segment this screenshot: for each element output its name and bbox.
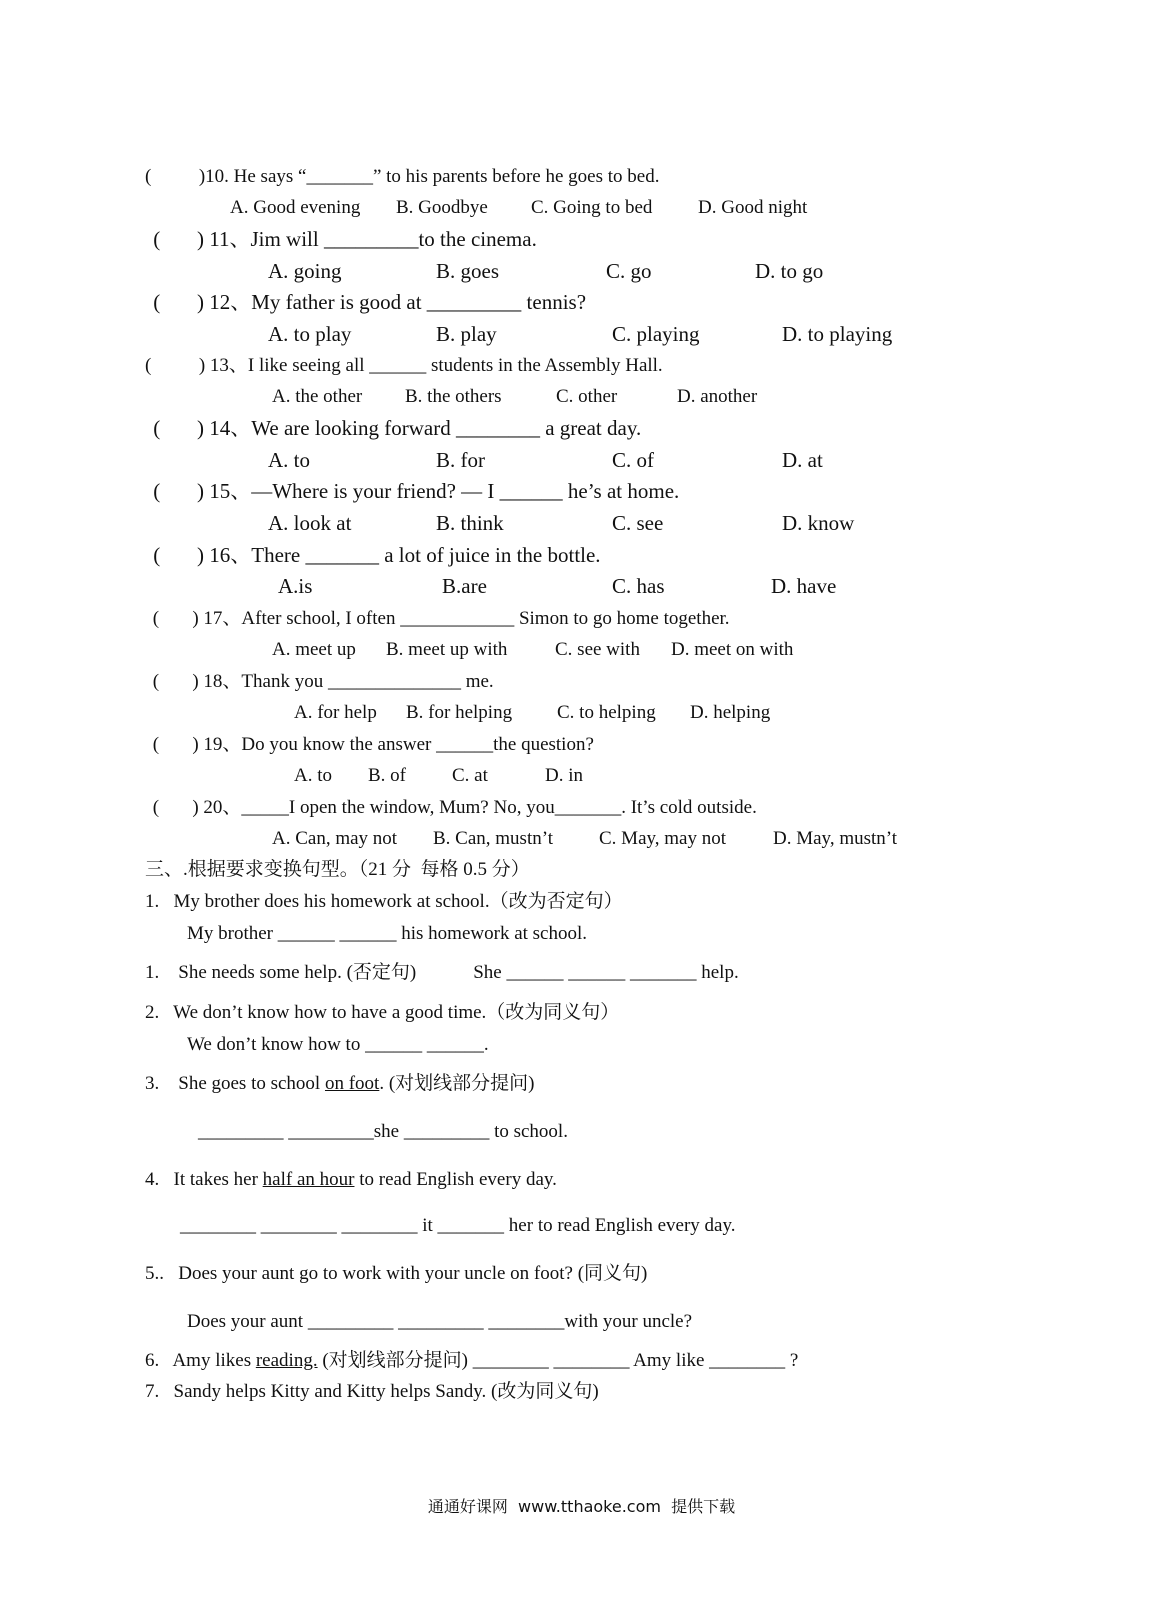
- transform-item-3-post: . (对划线部分提问): [379, 1073, 535, 1094]
- q16-option-a: A.is: [278, 574, 313, 598]
- q19-option-d: D. in: [545, 765, 583, 786]
- transform-item-4-post: to read English every day.: [354, 1169, 557, 1190]
- q19-option-a: A. to: [294, 765, 332, 786]
- transform-item-2-answer: We don’t know how to ______ ______.: [187, 1034, 489, 1055]
- transform-item-5: 5.. Does your aunt go to work with your uncle on foot? (同义句): [145, 1263, 648, 1284]
- q15-option-a: A. look at: [268, 511, 352, 535]
- page-footer: 通通好课网 www.tthaoke.com 提供下载: [427, 1497, 736, 1516]
- question-14-stem: ( ) 14、We are looking forward ________ a great day.: [148, 416, 642, 440]
- transform-item-3: [145, 1074, 534, 1093]
- q10-option-d: D. Good night: [698, 197, 808, 218]
- transform-item-3-pre: 3. She goes to school: [145, 1073, 325, 1094]
- q12-option-b: B. play: [436, 322, 497, 346]
- section-3-heading: 三、.根据要求变换句型。（21 分 每格 0.5 分）: [145, 859, 530, 880]
- q13-option-b: B. the others: [405, 386, 502, 407]
- question-11-stem: ( ) 11、Jim will _________to the cinema.: [148, 227, 537, 251]
- transform-item-4: [145, 1170, 557, 1189]
- q13-option-c: C. other: [556, 386, 618, 407]
- transform-item-4-underlined: half an hour: [262, 1169, 355, 1190]
- question-17-stem: ( ) 17、After school, I often ____________ Simon to go home together.: [148, 608, 730, 629]
- q20-option-b: B. Can, mustn’t: [433, 828, 553, 849]
- q20-option-a: A. Can, may not: [272, 828, 398, 849]
- transform-item-1: 1. My brother does his homework at school.（改为否定句）: [145, 891, 623, 912]
- q17-option-b: B. meet up with: [386, 639, 508, 660]
- question-18-stem: ( ) 18、Thank you ______________ me.: [148, 671, 494, 692]
- q11-option-b: B. goes: [436, 259, 499, 283]
- q19-option-c: C. at: [452, 765, 488, 786]
- q11-option-c: C. go: [606, 259, 652, 283]
- q12-option-a: A. to play: [268, 322, 352, 346]
- q19-option-b: B. of: [368, 765, 406, 786]
- question-20-stem: ( ) 20、_____I open the window, Mum? No, you_______. It’s cold outside.: [148, 797, 757, 818]
- q14-option-b: B. for: [436, 448, 485, 472]
- q20-option-d: D. May, mustn’t: [773, 828, 898, 849]
- question-15-stem: ( ) 15、—Where is your friend? — I ______ he’s at home.: [148, 479, 680, 503]
- transform-item-6-underlined: reading.: [255, 1350, 318, 1371]
- q16-option-d: D. have: [771, 574, 837, 598]
- question-10-stem: ( )10. He says “_______” to his parents before he goes to bed.: [145, 166, 660, 187]
- q14-option-d: D. at: [782, 448, 823, 472]
- q20-option-c: C. May, may not: [599, 828, 727, 849]
- q17-option-c: C. see with: [555, 639, 640, 660]
- transform-item-6: [145, 1351, 798, 1370]
- transform-item-1-answer: My brother ______ ______ his homework at school.: [187, 923, 588, 944]
- transform-item-7: 7. Sandy helps Kitty and Kitty helps Sandy. (改为同义句): [145, 1381, 599, 1402]
- q11-option-d: D. to go: [755, 259, 824, 283]
- q17-option-a: A. meet up: [272, 639, 356, 660]
- q18-option-d: D. helping: [690, 702, 771, 723]
- transform-item-2: 2. We don’t know how to have a good time.（改为同义句）: [145, 1002, 620, 1023]
- q14-option-a: A. to: [268, 448, 310, 472]
- q15-option-b: B. think: [436, 511, 504, 535]
- transform-item-4-answer: ________ ________ ________ it _______ her to read English every day.: [180, 1215, 736, 1236]
- q11-option-a: A. going: [268, 259, 342, 283]
- transform-item-4-pre: 4. It takes her: [145, 1169, 263, 1190]
- q17-option-d: D. meet on with: [671, 639, 794, 660]
- transform-item-6-pre: 6. Amy likes: [145, 1350, 256, 1371]
- question-16-stem: ( ) 16、There _______ a lot of juice in the bottle.: [148, 543, 601, 567]
- question-13-stem: ( ) 13、I like seeing all ______ students in the Assembly Hall.: [145, 355, 663, 376]
- q16-option-c: C. has: [612, 574, 665, 598]
- q15-option-c: C. see: [612, 511, 664, 535]
- transform-item-3-answer: _________ _________she _________ to school.: [198, 1121, 568, 1142]
- q13-option-d: D. another: [677, 386, 758, 407]
- transform-item-5-answer: Does your aunt _________ _________ ________with your uncle?: [187, 1311, 693, 1332]
- q10-option-b: B. Goodbye: [396, 197, 488, 218]
- q12-option-c: C. playing: [612, 322, 700, 346]
- q12-option-d: D. to playing: [782, 322, 893, 346]
- q18-option-b: B. for helping: [406, 702, 513, 723]
- q13-option-a: A. the other: [272, 386, 363, 407]
- q10-option-a: A. Good evening: [230, 197, 361, 218]
- transform-item-6-post: (对划线部分提问) ________ ________ Amy like ________ ?: [317, 1350, 799, 1371]
- q18-option-a: A. for help: [294, 702, 377, 723]
- q10-option-c: C. Going to bed: [531, 197, 653, 218]
- question-12-stem: ( ) 12、My father is good at _________ tennis?: [148, 290, 587, 314]
- question-19-stem: ( ) 19、Do you know the answer ______the question?: [148, 734, 594, 755]
- transform-item-3-underlined: on foot: [324, 1073, 380, 1094]
- q14-option-c: C. of: [612, 448, 654, 472]
- transform-item-1b: 1. She needs some help. (否定句) She ______ ______ _______ help.: [145, 962, 739, 983]
- q18-option-c: C. to helping: [557, 702, 656, 723]
- q15-option-d: D. know: [782, 511, 855, 535]
- q16-option-b: B.are: [442, 574, 487, 598]
